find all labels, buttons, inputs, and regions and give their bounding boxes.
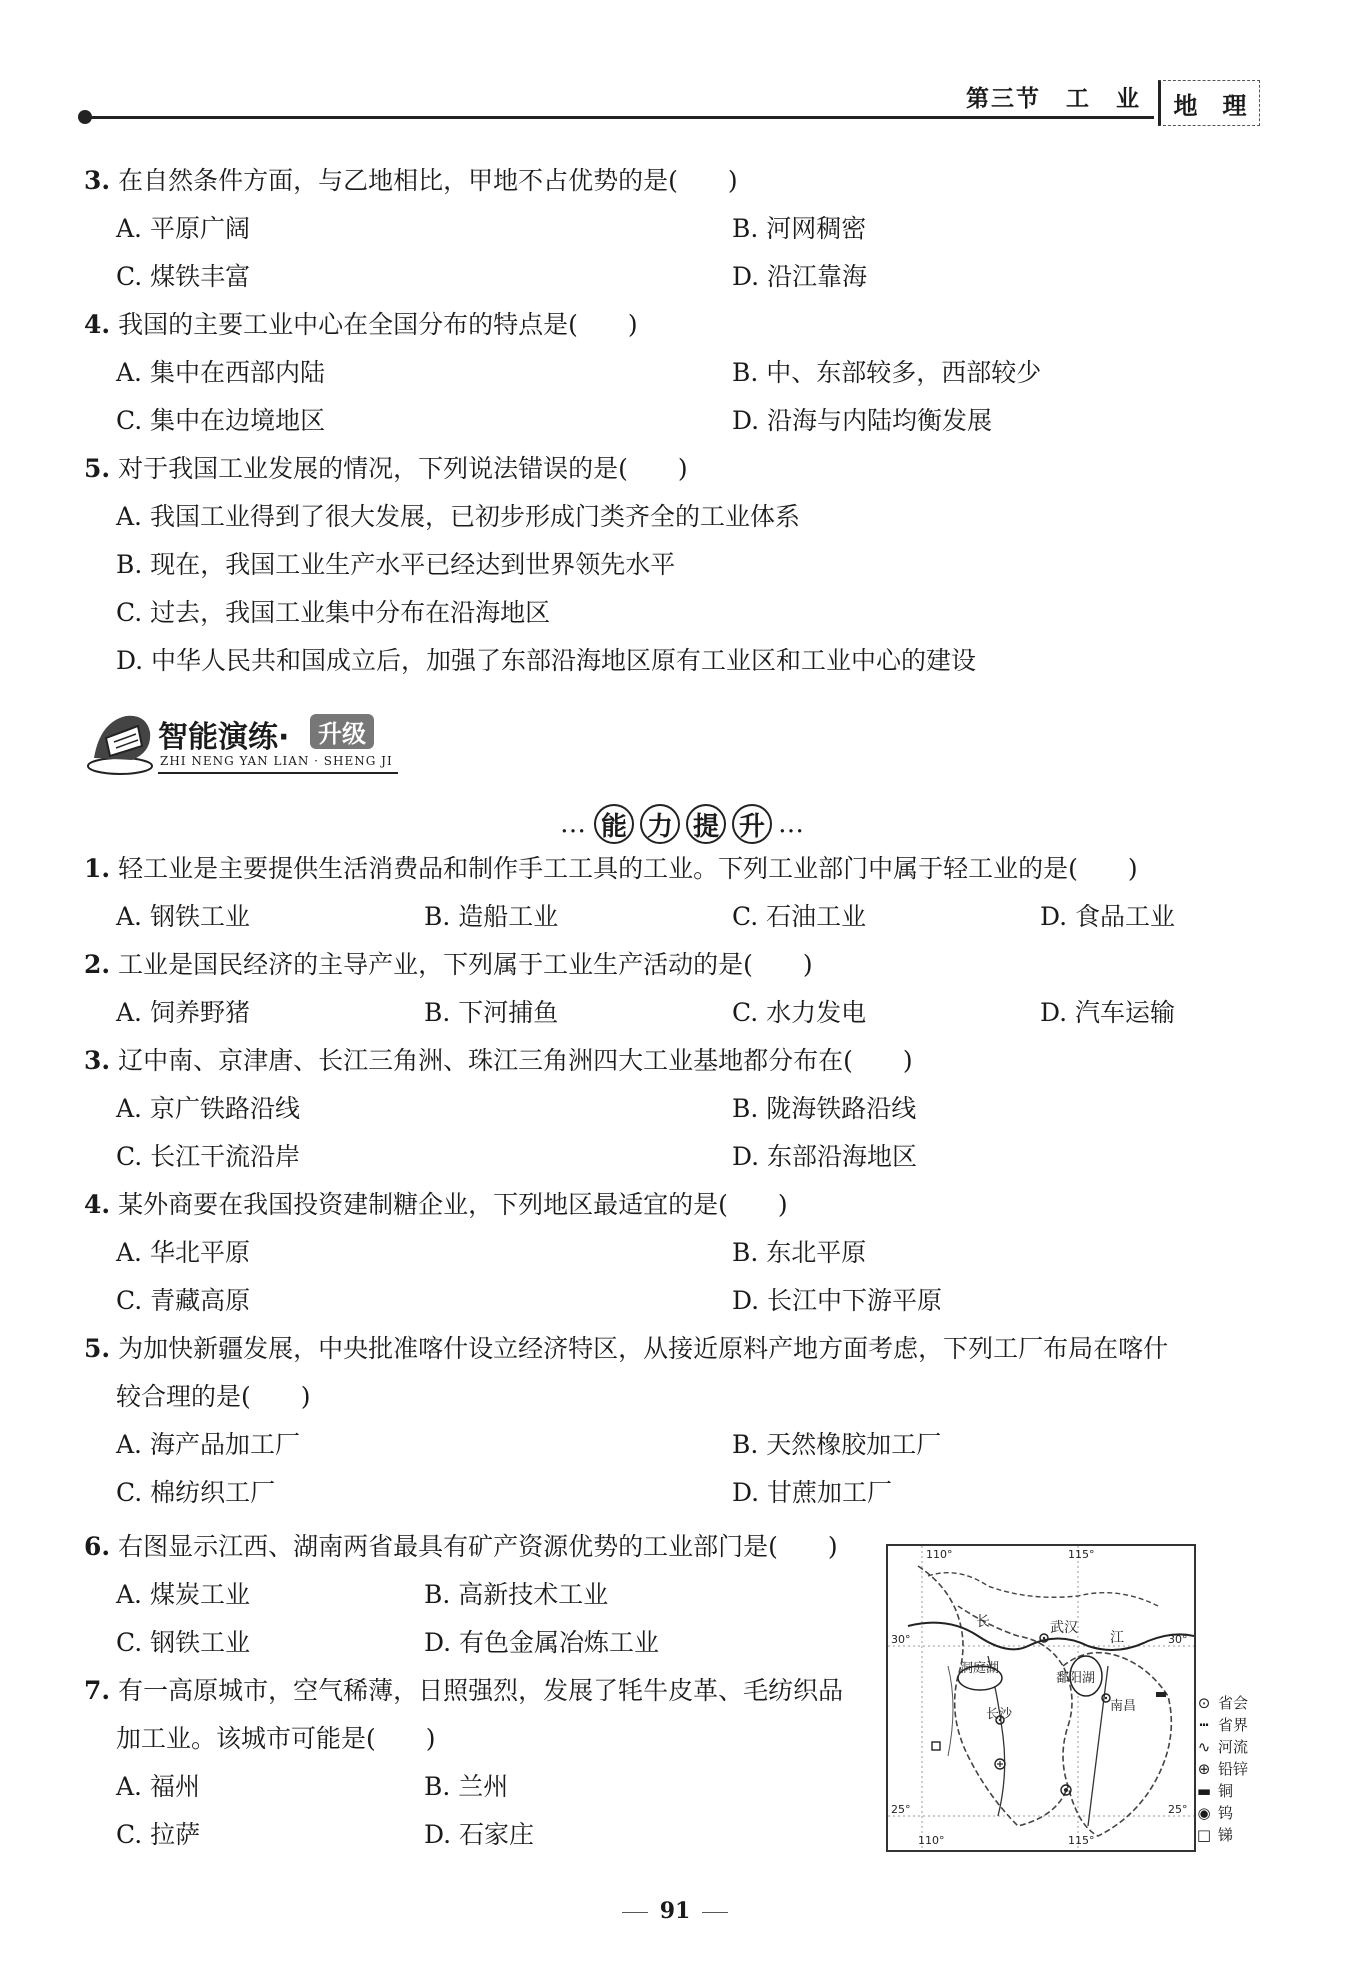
option: B. 下河捕鱼 — [424, 998, 559, 1027]
option: A. 福州 — [116, 1772, 200, 1801]
option: A. 钢铁工业 — [116, 902, 250, 931]
question-text: 工业是国民经济的主导产业，下列属于工业生产活动的是( ) — [118, 950, 813, 979]
map-label-lat-25-left: 25° — [891, 1803, 911, 1816]
question-text: 有一高原城市，空气稀薄，日照强烈，发展了牦牛皮革、毛纺织品 — [118, 1676, 844, 1705]
legend-label: 锑 — [1218, 1826, 1234, 1844]
option: D. 沿江靠海 — [732, 262, 868, 291]
question-number: 4. — [84, 1190, 111, 1219]
map-label-chang: 长 — [976, 1614, 990, 1630]
river-icon: ∿ — [1197, 1738, 1211, 1756]
option: A. 平原广阔 — [116, 214, 250, 243]
question-text: 为加快新疆发展，中央批准喀什设立经济特区，从接近原料产地方面考虑，下列工厂布局在喀什 — [118, 1334, 1169, 1363]
map-label-lon-115-bottom: 115° — [1068, 1834, 1095, 1847]
option: D. 甘蔗加工厂 — [732, 1478, 893, 1507]
option: B. 陇海铁路沿线 — [732, 1094, 917, 1123]
banner-subtitle: ZHI NENG YAN LIAN · SHENG JI — [160, 754, 393, 768]
legend-item — [1196, 1736, 1248, 1758]
question-p1-5 — [84, 452, 688, 486]
map-label-lat-25-right: 25° — [1168, 1803, 1188, 1816]
book-reader-icon — [80, 702, 160, 778]
question-p2-6 — [84, 1530, 838, 1564]
question-text-continued: 较合理的是( ) — [116, 1382, 311, 1411]
legend-label: 铅锌 — [1218, 1760, 1249, 1778]
question-text: 对于我国工业发展的情况，下列说法错误的是( ) — [118, 454, 688, 483]
question-p1-3 — [84, 164, 738, 198]
option: A. 饲养野猪 — [116, 998, 250, 1027]
option: A. 我国工业得到了很大发展，已初步形成门类齐全的工业体系 — [116, 502, 800, 531]
banner-underline — [158, 772, 398, 774]
antimony-icon — [932, 1742, 940, 1750]
legend-label: 铜 — [1218, 1782, 1234, 1800]
question-p2-5 — [84, 1332, 1168, 1366]
footer-dash-right — [702, 1912, 728, 1913]
question-number: 5. — [84, 454, 111, 483]
map-label-poyang: 鄱阳湖 — [1056, 1671, 1096, 1686]
map-label-lon-110: 110° — [926, 1548, 953, 1561]
option: C. 拉萨 — [116, 1820, 201, 1849]
legend-item — [1196, 1714, 1248, 1736]
legend-item — [1196, 1802, 1248, 1824]
question-text: 辽中南、京津唐、长江三角洲、珠江三角洲四大工业基地都分布在( ) — [118, 1046, 913, 1075]
provincial-capital-icon: ⊙ — [1197, 1694, 1211, 1712]
option: B. 中、东部较多，西部较少 — [732, 358, 1042, 387]
option: C. 过去，我国工业集中分布在沿海地区 — [116, 598, 551, 627]
map-label-lat-30-right: 30° — [1168, 1633, 1188, 1646]
map-label-changsha: 长沙 — [986, 1707, 1013, 1722]
question-text: 在自然条件方面，与乙地相比，甲地不占优势的是( ) — [118, 166, 738, 195]
option: D. 中华人民共和国成立后，加强了东部沿海地区原有工业区和工业中心的建设 — [116, 646, 977, 675]
header-rule — [84, 116, 1154, 119]
option: A. 华北平原 — [116, 1238, 250, 1267]
map-label-dongting: 洞庭湖 — [960, 1661, 1000, 1676]
option: C. 煤铁丰富 — [116, 262, 251, 291]
footer-dash-left — [622, 1912, 648, 1913]
map-label-wuhan: 武汉 — [1050, 1620, 1078, 1636]
section-dots-left: … — [560, 809, 588, 839]
option: B. 高新技术工业 — [424, 1580, 609, 1609]
legend-item — [1196, 1780, 1248, 1802]
map-label-jiang: 江 — [1110, 1630, 1124, 1646]
section-char: 升 — [732, 804, 772, 844]
option: A. 煤炭工业 — [116, 1580, 250, 1609]
question-p2-3 — [84, 1044, 913, 1078]
option: D. 有色金属冶炼工业 — [424, 1628, 660, 1657]
legend-label: 河流 — [1218, 1738, 1249, 1756]
tungsten-legend-icon: ◉ — [1197, 1804, 1211, 1822]
copper-legend-icon: ▬ — [1196, 1782, 1212, 1800]
section-char: 能 — [594, 804, 634, 844]
option: C. 水力发电 — [732, 998, 867, 1027]
question-p2-4 — [84, 1188, 788, 1222]
question-number: 2. — [84, 950, 111, 979]
option: C. 棉纺织工厂 — [116, 1478, 276, 1507]
banner-title: 智能演练· — [158, 720, 290, 755]
legend-item — [1196, 1758, 1248, 1780]
header-section-title: 第三节 工 业 — [966, 85, 1141, 112]
jiangxi-hunan-mineral-map — [886, 1544, 1196, 1852]
lead-zinc-legend-icon: ⊕ — [1197, 1760, 1211, 1778]
question-number: 6. — [84, 1532, 111, 1561]
hubei-border — [928, 1573, 1158, 1606]
question-p2-2 — [84, 948, 813, 982]
section-dots-right: … — [778, 809, 806, 839]
option: C. 石油工业 — [732, 902, 867, 931]
legend-label: 钨 — [1218, 1804, 1234, 1822]
option: D. 石家庄 — [424, 1820, 535, 1849]
option: B. 天然橡胶加工厂 — [732, 1430, 942, 1459]
option: A. 海产品加工厂 — [116, 1430, 300, 1459]
question-text: 某外商要在我国投资建制糖企业，下列地区最适宜的是( ) — [118, 1190, 788, 1219]
question-p2-7 — [84, 1674, 843, 1708]
map-label-lon-110-bottom: 110° — [918, 1834, 945, 1847]
option: D. 长江中下游平原 — [732, 1286, 943, 1315]
map-label-nanchang: 南昌 — [1110, 1699, 1137, 1714]
option: D. 汽车运输 — [1040, 998, 1176, 1027]
option: A. 集中在西部内陆 — [116, 358, 325, 387]
option: D. 沿海与内陆均衡发展 — [732, 406, 993, 435]
legend-item — [1196, 1824, 1248, 1846]
practice-banner — [80, 702, 410, 778]
option: B. 现在，我国工业生产水平已经达到世界领先水平 — [116, 550, 676, 579]
question-p2-1 — [84, 852, 1138, 886]
question-p1-4 — [84, 308, 638, 342]
option: C. 青藏高原 — [116, 1286, 251, 1315]
hunan-border — [918, 1566, 1072, 1826]
section-char: 力 — [640, 804, 680, 844]
map-label-lon-115: 115° — [1068, 1548, 1095, 1561]
page-footer — [600, 1898, 750, 1924]
antimony-legend-icon: □ — [1196, 1826, 1212, 1844]
option: B. 河网稠密 — [732, 214, 867, 243]
map-label-lat-30-left: 30° — [891, 1633, 911, 1646]
provincial-border-icon: ┅ — [1199, 1716, 1209, 1734]
option: D. 东部沿海地区 — [732, 1142, 918, 1171]
legend-item — [1196, 1692, 1248, 1714]
question-number: 3. — [84, 1046, 111, 1075]
river — [948, 1666, 953, 1756]
option: C. 钢铁工业 — [116, 1628, 251, 1657]
question-number: 5. — [84, 1334, 111, 1363]
map-legend — [1196, 1692, 1248, 1846]
question-number: 4. — [84, 310, 111, 339]
legend-label: 省会 — [1218, 1694, 1249, 1712]
question-number: 1. — [84, 854, 111, 883]
question-text: 右图显示江西、湖南两省最具有矿产资源优势的工业部门是( ) — [118, 1532, 838, 1561]
question-number: 7. — [84, 1676, 111, 1705]
copper-icon — [1156, 1692, 1166, 1697]
section-title — [560, 804, 806, 844]
page-number: 91 — [659, 1898, 691, 1924]
option: B. 兰州 — [424, 1772, 509, 1801]
option: B. 东北平原 — [732, 1238, 867, 1267]
option: C. 长江干流沿岸 — [116, 1142, 301, 1171]
option: D. 食品工业 — [1040, 902, 1176, 931]
option: A. 京广铁路沿线 — [116, 1094, 300, 1123]
option: C. 集中在边境地区 — [116, 406, 326, 435]
header-subject-char-1: 地 — [1173, 90, 1198, 120]
banner-badge: 升级 — [310, 714, 374, 749]
header-subject-box — [1158, 80, 1260, 126]
question-text-continued: 加工业。该城市可能是( ) — [116, 1724, 436, 1753]
section-char: 提 — [686, 804, 726, 844]
question-text: 我国的主要工业中心在全国分布的特点是( ) — [118, 310, 638, 339]
question-text: 轻工业是主要提供生活消费品和制作手工工具的工业。下列工业部门中属于轻工业的是( ) — [118, 854, 1138, 883]
question-number: 3. — [84, 166, 111, 195]
header-subject-char-2: 理 — [1222, 90, 1247, 120]
option: B. 造船工业 — [424, 902, 559, 931]
legend-label: 省界 — [1218, 1716, 1249, 1734]
